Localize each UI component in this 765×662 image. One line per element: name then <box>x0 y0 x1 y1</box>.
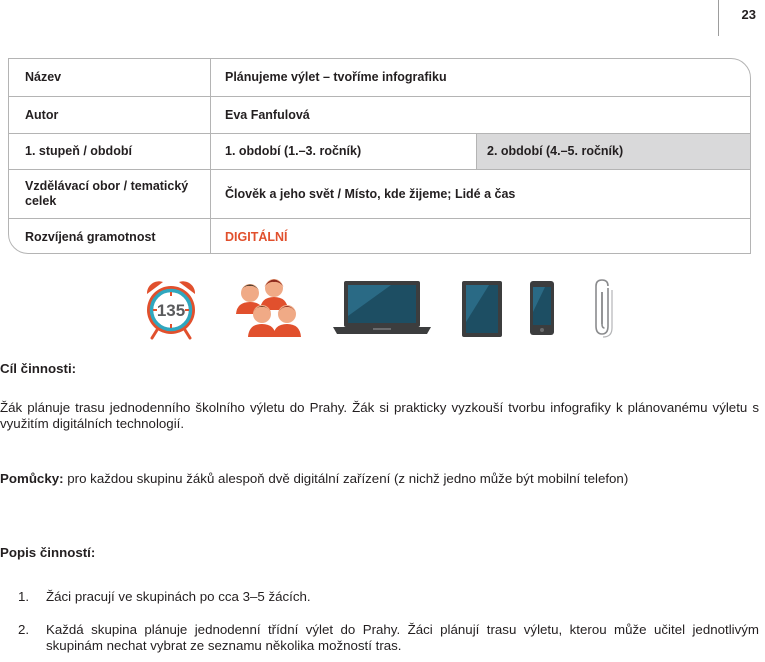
tools-label: Pomůcky: <box>0 471 64 486</box>
tools-paragraph <box>0 471 759 487</box>
row-label: Název <box>9 59 211 96</box>
clock-minutes: 135 <box>156 301 186 320</box>
laptop-icon <box>331 280 433 336</box>
author-name: Eva Fanfulová <box>225 107 310 122</box>
alarm-clock-icon <box>143 278 199 340</box>
page-number: 23 <box>741 7 756 22</box>
row-label: Autor <box>9 97 211 133</box>
list-text: Každá skupina plánuje jednodenní třídní výlet do Prahy. Žáci plánují trasu výletu, kterou může učitel jednotlivým skupinám nechat vybrat ze seznamu několika možností tras. <box>46 622 759 653</box>
list-number: 2. <box>18 622 30 637</box>
info-row-author <box>9 97 750 134</box>
literacy-type: DIGITÁLNÍ <box>225 229 288 244</box>
goal-text: Žák plánuje trasu jednodenního školního výletu do Prahy. Žák si prakticky vyzkouší tvorbu infografiky k plánovanému výletu s využitím digitálních technologií. <box>0 400 759 431</box>
goal-heading: Cíl činnosti: <box>0 361 77 376</box>
period-second-selected: 2. období (4.–5. ročník) <box>477 134 750 169</box>
info-row-subject <box>9 170 750 219</box>
tablet-icon <box>461 280 503 338</box>
period-first: 1. období (1.–3. ročník) <box>211 134 477 169</box>
activity-title: Plánujeme výlet – tvoříme infografiku <box>225 70 447 84</box>
row-label: Vzdělávací obor / tematický celek <box>9 170 211 218</box>
info-row-literacy <box>9 219 750 254</box>
subject-area: Člověk a jeho svět / Místo, kde žijeme; Lidé a čas <box>225 186 516 201</box>
info-table <box>8 58 751 254</box>
tools-text: pro každou skupinu žáků alespoň dvě digitální zařízení (z nichž jedno může být mobilní telefon) <box>63 471 629 486</box>
row-label: 1. stupeň / období <box>9 134 211 169</box>
info-row-grade <box>9 134 750 170</box>
row-label: Rozvíjená gramotnost <box>9 219 211 254</box>
page-rule <box>718 0 719 36</box>
tools-icon-row <box>0 276 765 340</box>
list-text: Žáci pracují ve skupinách po cca 3–5 žácích. <box>46 589 311 604</box>
list-number: 1. <box>18 589 30 604</box>
group-icon <box>232 276 302 338</box>
phone-icon <box>529 280 555 336</box>
paperclip-icon <box>593 278 615 338</box>
description-heading: Popis činností: <box>0 545 96 560</box>
info-row-title <box>9 59 750 97</box>
